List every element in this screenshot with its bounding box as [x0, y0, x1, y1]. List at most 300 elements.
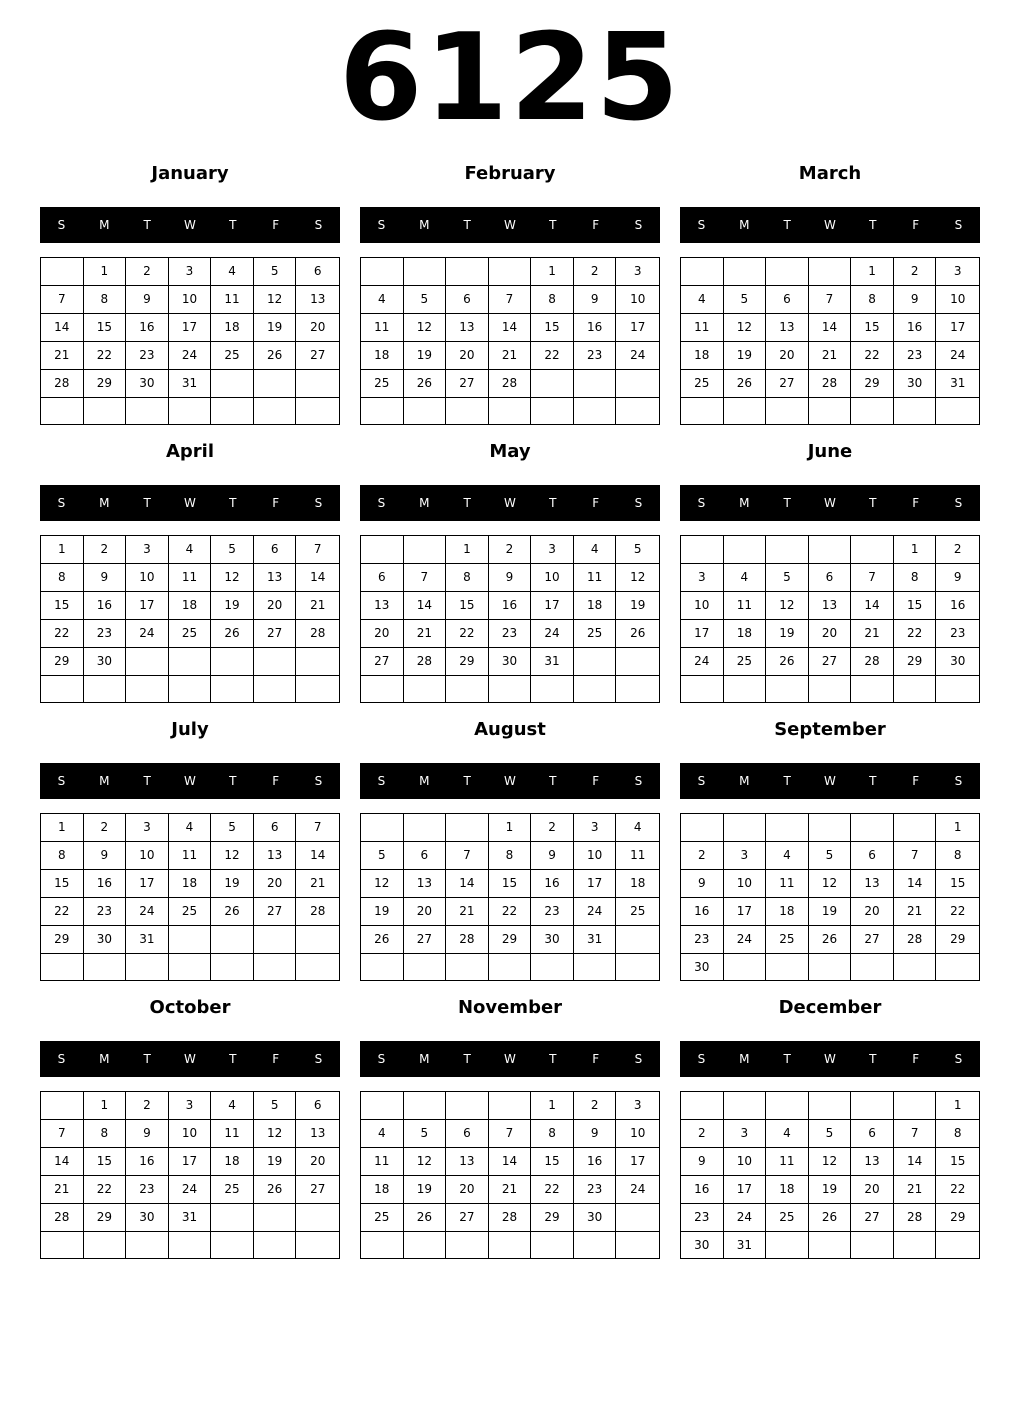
empty-day-cell — [724, 398, 767, 424]
day-cell: 15 — [489, 870, 532, 898]
day-cell: 15 — [936, 1148, 979, 1176]
month-july — [40, 718, 340, 986]
day-grid — [360, 1091, 660, 1259]
empty-day-cell — [404, 814, 447, 842]
day-cell: 22 — [446, 620, 489, 648]
empty-day-cell — [254, 1232, 297, 1258]
day-grid — [40, 257, 340, 425]
empty-day-cell — [296, 398, 339, 424]
day-cell: 3 — [169, 1092, 212, 1120]
day-cell: 16 — [936, 592, 979, 620]
weekday-label: F — [592, 774, 600, 788]
day-cell: 1 — [41, 536, 84, 564]
day-cell: 24 — [724, 1204, 767, 1232]
day-cell: 3 — [531, 536, 574, 564]
day-cell: 20 — [766, 342, 809, 370]
day-cell: 3 — [126, 536, 169, 564]
day-cell: 17 — [724, 898, 767, 926]
empty-day-cell — [894, 1092, 937, 1120]
day-cell: 24 — [126, 620, 169, 648]
day-cell: 6 — [254, 536, 297, 564]
empty-day-cell — [361, 1092, 404, 1120]
day-cell: 2 — [681, 842, 724, 870]
empty-day-cell — [361, 954, 404, 980]
day-cell: 17 — [936, 314, 979, 342]
day-cell: 5 — [766, 564, 809, 592]
empty-day-cell — [41, 1232, 84, 1258]
weekday-label: W — [504, 1052, 516, 1066]
day-cell: 23 — [531, 898, 574, 926]
empty-day-cell — [766, 1232, 809, 1259]
day-cell: 22 — [851, 342, 894, 370]
day-cell: 27 — [296, 342, 339, 370]
empty-day-cell — [809, 536, 852, 564]
day-cell: 27 — [254, 620, 297, 648]
day-cell: 4 — [724, 564, 767, 592]
empty-day-cell — [446, 1232, 489, 1258]
weekday-label: W — [824, 496, 836, 510]
day-cell: 24 — [936, 342, 979, 370]
empty-day-cell — [574, 954, 617, 980]
day-cell: 14 — [446, 870, 489, 898]
weekday-label: T — [869, 496, 877, 510]
day-cell: 5 — [404, 286, 447, 314]
day-cell: 23 — [574, 1176, 617, 1204]
empty-day-cell — [616, 926, 659, 954]
day-cell: 28 — [446, 926, 489, 954]
day-cell: 29 — [894, 648, 937, 676]
day-cell: 19 — [404, 342, 447, 370]
day-cell: 24 — [681, 648, 724, 676]
day-cell: 5 — [211, 536, 254, 564]
empty-day-cell — [894, 814, 937, 842]
day-cell: 4 — [211, 1092, 254, 1120]
day-cell: 9 — [574, 1120, 617, 1148]
day-cell: 21 — [809, 342, 852, 370]
day-cell: 22 — [936, 898, 979, 926]
day-cell: 6 — [296, 258, 339, 286]
month-name: June — [807, 441, 853, 462]
empty-day-cell — [404, 676, 447, 702]
weekday-label: T — [783, 774, 791, 788]
day-cell: 28 — [41, 1204, 84, 1232]
day-cell: 10 — [531, 564, 574, 592]
day-cell: 28 — [489, 1204, 532, 1232]
empty-day-cell — [766, 814, 809, 842]
day-cell: 25 — [211, 1176, 254, 1204]
empty-day-cell — [851, 536, 894, 564]
empty-day-cell — [616, 1204, 659, 1232]
day-cell: 23 — [936, 620, 979, 648]
day-cell: 3 — [724, 1120, 767, 1148]
empty-day-cell — [724, 536, 767, 564]
weekday-label: S — [377, 496, 386, 510]
day-cell: 23 — [126, 342, 169, 370]
day-cell: 17 — [616, 1148, 659, 1176]
empty-day-cell — [361, 536, 404, 564]
day-cell: 23 — [681, 926, 724, 954]
day-cell: 25 — [361, 1204, 404, 1232]
empty-day-cell — [41, 676, 84, 702]
weekday-label: T — [549, 1052, 557, 1066]
month-december — [680, 996, 980, 1264]
day-cell: 13 — [254, 842, 297, 870]
day-cell: 22 — [531, 1176, 574, 1204]
day-cell: 29 — [489, 926, 532, 954]
empty-day-cell — [126, 398, 169, 424]
day-cell: 19 — [211, 870, 254, 898]
empty-day-cell — [211, 648, 254, 676]
day-cell: 27 — [446, 370, 489, 398]
day-cell: 5 — [809, 842, 852, 870]
day-cell: 30 — [681, 1232, 724, 1259]
day-cell: 29 — [936, 926, 979, 954]
empty-day-cell — [766, 258, 809, 286]
empty-day-cell — [574, 676, 617, 702]
empty-day-cell — [126, 648, 169, 676]
day-cell: 2 — [681, 1120, 724, 1148]
month-name: May — [489, 441, 531, 462]
day-cell: 8 — [446, 564, 489, 592]
day-cell: 27 — [809, 648, 852, 676]
day-cell: 15 — [84, 1148, 127, 1176]
day-cell: 4 — [169, 814, 212, 842]
day-cell: 8 — [894, 564, 937, 592]
empty-day-cell — [851, 676, 894, 702]
empty-day-cell — [489, 1092, 532, 1120]
day-cell: 9 — [531, 842, 574, 870]
day-cell: 13 — [296, 1120, 339, 1148]
weekday-label: W — [184, 774, 196, 788]
day-cell: 23 — [681, 1204, 724, 1232]
month-june — [680, 440, 980, 708]
weekday-label: T — [549, 218, 557, 232]
day-cell: 10 — [169, 1120, 212, 1148]
weekday-label: T — [463, 496, 471, 510]
month-august — [360, 718, 660, 986]
weekday-label: S — [57, 1052, 66, 1066]
day-cell: 3 — [936, 258, 979, 286]
day-grid — [680, 257, 980, 425]
day-cell: 27 — [446, 1204, 489, 1232]
day-cell: 10 — [169, 286, 212, 314]
weekday-label: T — [143, 1052, 151, 1066]
day-cell: 24 — [126, 898, 169, 926]
weekday-label: F — [592, 496, 600, 510]
day-cell: 30 — [84, 648, 127, 676]
day-cell: 10 — [681, 592, 724, 620]
weekday-header — [360, 1041, 660, 1077]
day-cell: 2 — [574, 258, 617, 286]
day-cell: 16 — [681, 1176, 724, 1204]
empty-day-cell — [41, 1092, 84, 1120]
day-cell: 12 — [254, 1120, 297, 1148]
day-cell: 2 — [126, 1092, 169, 1120]
day-cell: 7 — [446, 842, 489, 870]
day-cell: 16 — [574, 314, 617, 342]
day-cell: 4 — [361, 286, 404, 314]
weekday-label: F — [912, 774, 920, 788]
empty-day-cell — [254, 926, 297, 954]
month-name: January — [151, 163, 229, 184]
day-cell: 1 — [894, 536, 937, 564]
day-cell: 5 — [361, 842, 404, 870]
empty-day-cell — [489, 676, 532, 702]
weekday-header — [680, 485, 980, 521]
day-cell: 5 — [254, 1092, 297, 1120]
day-cell: 27 — [851, 926, 894, 954]
empty-day-cell — [766, 398, 809, 424]
day-cell: 18 — [211, 314, 254, 342]
day-cell: 25 — [211, 342, 254, 370]
empty-day-cell — [724, 676, 767, 702]
day-cell: 9 — [574, 286, 617, 314]
empty-day-cell — [531, 370, 574, 398]
weekday-label: F — [272, 496, 280, 510]
empty-day-cell — [254, 954, 297, 980]
weekday-label: M — [419, 774, 430, 788]
day-cell: 18 — [766, 1176, 809, 1204]
empty-day-cell — [361, 676, 404, 702]
day-cell: 14 — [41, 1148, 84, 1176]
day-cell: 20 — [361, 620, 404, 648]
day-cell: 26 — [809, 1204, 852, 1232]
weekday-label: M — [99, 496, 110, 510]
empty-day-cell — [404, 1232, 447, 1258]
weekday-label: T — [143, 496, 151, 510]
day-cell: 14 — [894, 1148, 937, 1176]
day-cell: 22 — [84, 342, 127, 370]
empty-day-cell — [616, 370, 659, 398]
day-cell: 28 — [894, 926, 937, 954]
day-cell: 14 — [296, 564, 339, 592]
weekday-label: S — [634, 218, 643, 232]
day-cell: 9 — [126, 1120, 169, 1148]
empty-day-cell — [169, 648, 212, 676]
empty-day-cell — [724, 814, 767, 842]
day-cell: 26 — [361, 926, 404, 954]
day-cell: 18 — [169, 592, 212, 620]
weekday-label: F — [912, 1052, 920, 1066]
empty-day-cell — [809, 258, 852, 286]
day-cell: 29 — [84, 1204, 127, 1232]
empty-day-cell — [126, 954, 169, 980]
day-cell: 24 — [724, 926, 767, 954]
day-cell: 25 — [616, 898, 659, 926]
empty-day-cell — [404, 536, 447, 564]
weekday-header — [40, 763, 340, 799]
day-grid — [40, 1091, 340, 1259]
day-cell: 31 — [169, 370, 212, 398]
weekday-label: M — [99, 218, 110, 232]
day-cell: 15 — [446, 592, 489, 620]
empty-day-cell — [851, 398, 894, 424]
day-cell: 14 — [894, 870, 937, 898]
day-cell: 14 — [489, 1148, 532, 1176]
day-cell: 24 — [574, 898, 617, 926]
day-cell: 13 — [851, 870, 894, 898]
day-cell: 13 — [446, 1148, 489, 1176]
empty-day-cell — [851, 1232, 894, 1259]
day-cell: 18 — [574, 592, 617, 620]
day-cell: 5 — [254, 258, 297, 286]
month-february — [360, 162, 660, 430]
weekday-label: S — [377, 774, 386, 788]
day-cell: 26 — [404, 1204, 447, 1232]
day-cell: 10 — [574, 842, 617, 870]
empty-day-cell — [296, 954, 339, 980]
weekday-label: T — [463, 218, 471, 232]
day-cell: 31 — [126, 926, 169, 954]
empty-day-cell — [809, 676, 852, 702]
day-cell: 28 — [809, 370, 852, 398]
day-cell: 28 — [41, 370, 84, 398]
day-cell: 22 — [894, 620, 937, 648]
day-cell: 11 — [169, 564, 212, 592]
day-cell: 6 — [851, 842, 894, 870]
day-cell: 23 — [574, 342, 617, 370]
day-cell: 8 — [84, 286, 127, 314]
day-cell: 29 — [531, 1204, 574, 1232]
empty-day-cell — [531, 1232, 574, 1258]
day-cell: 3 — [574, 814, 617, 842]
empty-day-cell — [851, 1092, 894, 1120]
weekday-label: W — [504, 496, 516, 510]
day-cell: 15 — [851, 314, 894, 342]
weekday-label: T — [549, 496, 557, 510]
day-cell: 30 — [574, 1204, 617, 1232]
day-cell: 30 — [531, 926, 574, 954]
day-cell: 7 — [851, 564, 894, 592]
month-name: March — [798, 163, 862, 184]
weekday-label: M — [99, 1052, 110, 1066]
empty-day-cell — [766, 1092, 809, 1120]
month-september — [680, 718, 980, 986]
empty-day-cell — [766, 676, 809, 702]
day-cell: 3 — [616, 1092, 659, 1120]
day-cell: 4 — [766, 842, 809, 870]
day-cell: 22 — [936, 1176, 979, 1204]
day-cell: 19 — [616, 592, 659, 620]
day-cell: 17 — [531, 592, 574, 620]
day-cell: 31 — [574, 926, 617, 954]
day-cell: 6 — [404, 842, 447, 870]
empty-day-cell — [404, 398, 447, 424]
day-cell: 5 — [809, 1120, 852, 1148]
empty-day-cell — [126, 676, 169, 702]
weekday-label: W — [824, 1052, 836, 1066]
day-cell: 20 — [254, 870, 297, 898]
day-cell: 10 — [936, 286, 979, 314]
weekday-label: F — [592, 1052, 600, 1066]
day-cell: 6 — [361, 564, 404, 592]
weekday-label: T — [229, 218, 237, 232]
day-cell: 11 — [211, 286, 254, 314]
empty-day-cell — [254, 648, 297, 676]
day-cell: 8 — [41, 842, 84, 870]
day-cell: 18 — [766, 898, 809, 926]
day-cell: 6 — [296, 1092, 339, 1120]
weekday-label: S — [57, 774, 66, 788]
month-name: July — [171, 719, 209, 740]
day-cell: 21 — [489, 1176, 532, 1204]
day-cell: 13 — [361, 592, 404, 620]
day-cell: 26 — [254, 1176, 297, 1204]
empty-day-cell — [574, 370, 617, 398]
day-cell: 2 — [574, 1092, 617, 1120]
day-grid — [680, 535, 980, 703]
day-cell: 2 — [531, 814, 574, 842]
month-name: November — [457, 997, 563, 1018]
empty-day-cell — [574, 648, 617, 676]
day-cell: 1 — [531, 1092, 574, 1120]
empty-day-cell — [681, 398, 724, 424]
day-cell: 3 — [616, 258, 659, 286]
day-cell: 7 — [41, 286, 84, 314]
day-cell: 26 — [404, 370, 447, 398]
day-cell: 11 — [616, 842, 659, 870]
day-cell: 19 — [254, 314, 297, 342]
day-cell: 7 — [894, 842, 937, 870]
empty-day-cell — [446, 676, 489, 702]
weekday-label: M — [419, 496, 430, 510]
empty-day-cell — [41, 398, 84, 424]
empty-day-cell — [681, 258, 724, 286]
day-cell: 28 — [296, 620, 339, 648]
day-cell: 20 — [851, 1176, 894, 1204]
day-cell: 18 — [681, 342, 724, 370]
empty-day-cell — [936, 676, 979, 702]
day-cell: 5 — [211, 814, 254, 842]
day-cell: 6 — [766, 286, 809, 314]
empty-day-cell — [851, 954, 894, 981]
day-cell: 6 — [446, 286, 489, 314]
year-title: 6125 — [339, 9, 681, 148]
day-cell: 4 — [361, 1120, 404, 1148]
weekday-label: S — [377, 218, 386, 232]
weekday-label: S — [697, 774, 706, 788]
empty-day-cell — [724, 258, 767, 286]
day-cell: 19 — [211, 592, 254, 620]
empty-day-cell — [936, 398, 979, 424]
weekday-label: S — [634, 1052, 643, 1066]
weekday-label: T — [463, 1052, 471, 1066]
day-cell: 16 — [894, 314, 937, 342]
empty-day-cell — [446, 814, 489, 842]
empty-day-cell — [446, 1092, 489, 1120]
day-cell: 20 — [446, 342, 489, 370]
empty-day-cell — [361, 1232, 404, 1258]
day-cell: 7 — [894, 1120, 937, 1148]
empty-day-cell — [936, 1232, 979, 1259]
day-cell: 22 — [489, 898, 532, 926]
day-grid — [680, 813, 980, 981]
day-cell: 11 — [724, 592, 767, 620]
weekday-label: F — [912, 496, 920, 510]
day-cell: 14 — [296, 842, 339, 870]
empty-day-cell — [211, 676, 254, 702]
weekday-header — [40, 207, 340, 243]
day-cell: 11 — [361, 314, 404, 342]
day-cell: 4 — [574, 536, 617, 564]
day-cell: 24 — [616, 1176, 659, 1204]
day-cell: 17 — [169, 1148, 212, 1176]
day-cell: 18 — [211, 1148, 254, 1176]
weekday-header — [360, 763, 660, 799]
empty-day-cell — [296, 926, 339, 954]
weekday-label: S — [954, 218, 963, 232]
day-cell: 17 — [616, 314, 659, 342]
